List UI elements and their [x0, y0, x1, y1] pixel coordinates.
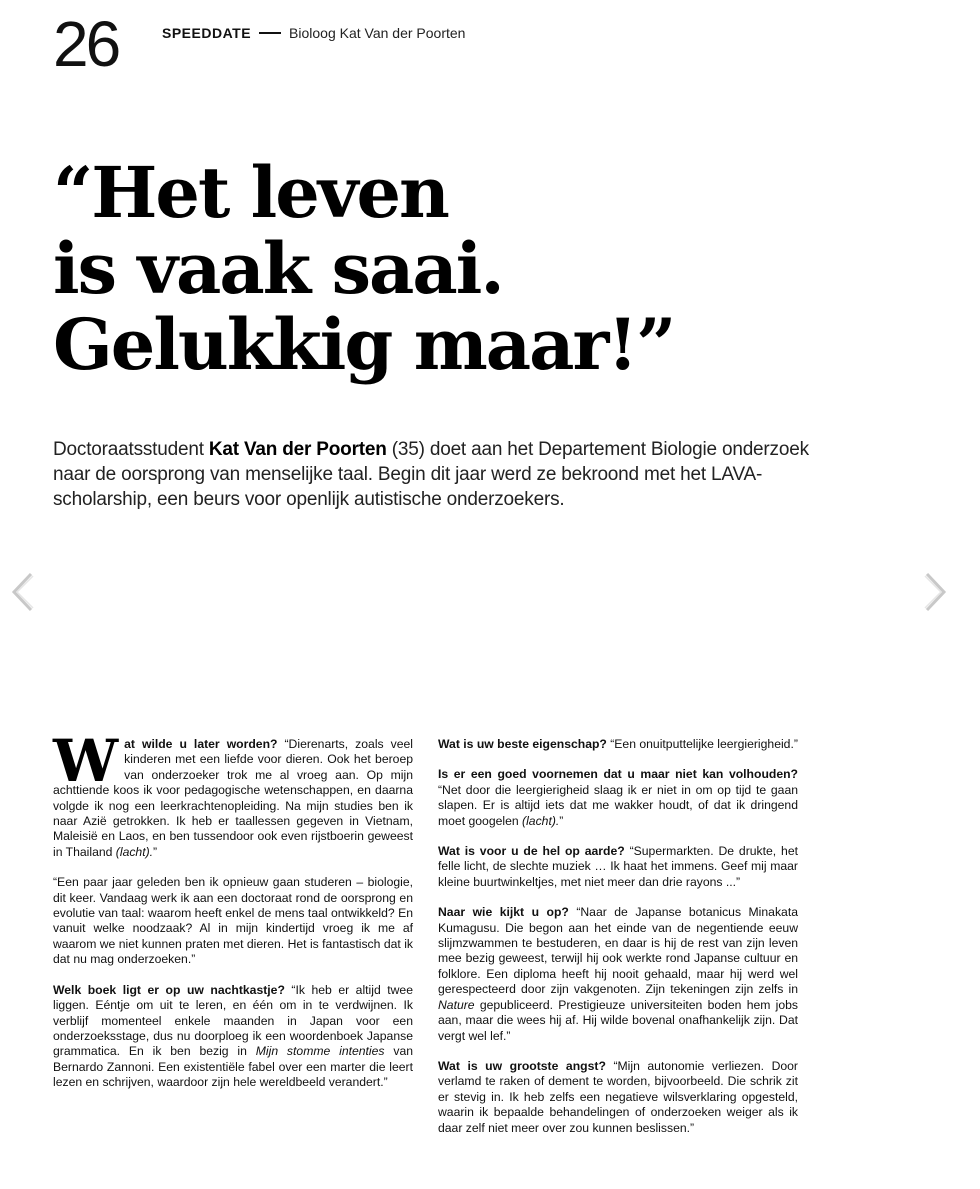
right-column [438, 737, 798, 1151]
answer-nachtkastje [53, 983, 413, 1091]
chevron-left-icon [9, 571, 37, 613]
answer-text: “Supermarkten. De drukte, het felle licht, de slechte muziek … Ik haat het immens. Geef mij maar kleine buurtwinkeltjes, met niet meer dan drie rayons ...” [438, 844, 798, 889]
page-number: 26 [53, 8, 119, 80]
answer-studeren: “Een paar jaar geleden ben ik opnieuw gaan studeren – biologie, dit keer. Vandaag werk ik aan een doctoraat rond de oorsprong en evolutie van taal: waarom heeft enkel de mens taal ontwikkeld? En vanuit welke noodzaak? Al in mijn kindertijd vroeg ik me af waarom we niet kunnen praten met dieren. Het is fantastisch dat ik dat nu mag onderzoeken.” [53, 875, 413, 967]
headline-line-3: Gelukkig maar!” [53, 303, 675, 386]
headline-line-2: is vaak saai. [53, 227, 503, 310]
intro-text-after: (35) doet aan het Departement Biologie onderzoek naar de oorsprong van menselijke taal. Begin dit jaar werd ze bekroond met het LAVA-scholarship, een beurs voor openlijk autistische onderzoekers. [53, 439, 809, 510]
section-label: SPEEDDATE [162, 25, 252, 41]
book-title: Mijn stomme intenties [255, 1044, 385, 1059]
intro-paragraph [53, 437, 813, 512]
answer-text-end: ” [153, 844, 158, 859]
answer-angst [438, 1059, 798, 1136]
answer-italic: (lacht). [522, 813, 560, 828]
answer-text: “Net door die leergierigheid slaag ik er niet in om op tijd te gaan slapen. Er is altijd iets dat me wakker houdt, of dat ik dringend moet googelen [438, 782, 798, 828]
question: Welk boek ligt er op uw nachtkastje? [53, 982, 285, 997]
journal-title: Nature [438, 997, 475, 1012]
headline-line-1: “Het leven [53, 151, 448, 234]
answer-text: “Dierenarts, zoals veel kinderen met een liefde voor dieren. Ook het beroep van onderzoeker trok me al vroeg aan. Op mijn achttiende koos ik voor pedagogische wetenschappen, en daarna volgde ik nog een leerkrachtenopleiding. Na mijn studies ben ik naar Azië getrokken. Ik heb er taallessen gegeven in Vietnam, Maleisië en Laos, en ben tussendoor ook even rijstboerin geweest in Thailand [53, 737, 413, 859]
answer-later-worden [53, 727, 413, 860]
answer-text: “Mijn autonomie verliezen. Door verlamd te raken of dement te worden, bijvoorbeeld. Die schrik zit er stevig in. Ik heb zelfs een negatieve wilsverklaring opgesteld, waarin ik bepaalde behandelingen of onderzoeken weiger als ik daar zelf niet meer over zou kunnen beslissen.” [438, 1058, 798, 1135]
left-column [53, 727, 414, 1151]
answer-eigenschap [438, 737, 798, 752]
question: at wilde u later worden? [124, 737, 278, 751]
answer-text: “Naar de Japanse botanicus Minakata Kumagusu. Die begon aan het einde van de negentiende eeuw slijmzwammen te bestuderen, en daar is hij de rest van zijn leven mee bezig geweest, terwijl hij ook werkte rond Japanse cultuur en folklore. Een diploma heeft hij nooit gehaald, maar hij werd wel gerespecteerd door zijn vakgenoten. Zijn tekeningen zijn zelfs in [438, 905, 798, 997]
question: Wat is uw beste eigenschap? [438, 737, 607, 751]
next-page-button[interactable] [921, 571, 949, 613]
chevron-right-icon [921, 571, 949, 613]
previous-page-button[interactable] [9, 571, 37, 613]
answer-text: “Een onuitputtelijke leergierigheid.” [606, 737, 798, 751]
intro-person-name: Kat Van der Poorten [208, 439, 387, 460]
article-body [53, 727, 798, 1151]
answer-text-end: ” [559, 813, 564, 828]
question: Wat is uw grootste angst? [438, 1058, 606, 1073]
drop-cap: W [53, 727, 119, 795]
question: Is er een goed voornemen dat u maar niet kan volhouden? [438, 767, 798, 782]
section-subject: Bioloog Kat Van der Poorten [289, 25, 466, 41]
answer-italic: (lacht). [115, 844, 154, 859]
question: Wat is voor u de hel op aarde? [438, 844, 625, 859]
answer-text-end: van Bernardo Zannoni. Een existentiële fabel over een marter die leert lezen en schrijven, waardoor zijn hele wereldbeeld verandert.” [53, 1044, 414, 1090]
intro-text-before: Doctoraatsstudent [53, 439, 209, 460]
section-header [162, 25, 465, 41]
section-dash [259, 32, 281, 34]
question: Naar wie kijkt u op? [438, 905, 569, 920]
answer-text-end: gepubliceerd. Prestigieuze universiteiten boden hem jobs aan, maar die wees hij af. Hij wilde bovenal onafhankelijk zijn. Dat vergt wel lef.” [438, 997, 798, 1043]
headline [53, 151, 813, 386]
answer-hel-op-aarde [438, 844, 798, 890]
answer-text: “Ik heb er altijd twee liggen. Eéntje om uit te leren, en één om in te verdwijnen. Ik verblijf momenteel enkele maanden in Japan voor een onderzoeksstage, dus nu doorploeg ik een woordenboek Japanse grammatica. En ik ben bezig in [53, 982, 413, 1059]
answer-kijkt-op [438, 905, 798, 1044]
answer-voornemen [438, 767, 798, 829]
